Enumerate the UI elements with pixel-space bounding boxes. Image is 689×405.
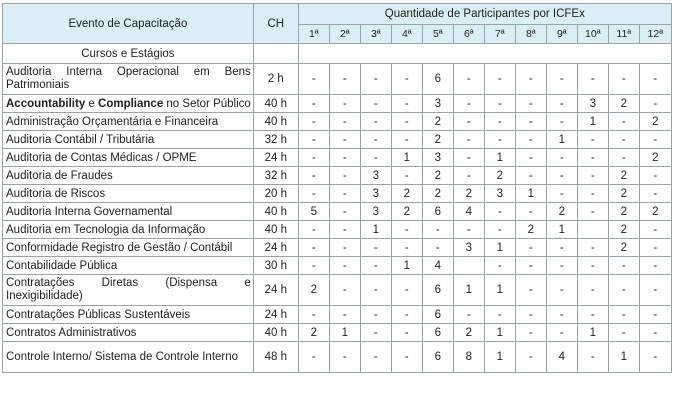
quantidade-cell: - <box>391 324 422 342</box>
icfex-col: 7ª <box>484 25 515 44</box>
icfex-col: 1ª <box>298 25 329 44</box>
quantidade-cell: 1 <box>546 131 577 149</box>
quantidade-cell: - <box>577 275 608 306</box>
table-row <box>3 64 672 95</box>
quantidade-cell: 2 <box>608 167 639 185</box>
quantidade-cell: 2 <box>391 203 422 221</box>
quantidade-cell: - <box>608 257 639 275</box>
quantidade-cell: 4 <box>422 257 453 275</box>
evento-cell: Auditoria Contábil / Tributária <box>3 131 254 149</box>
quantidade-cell: 6 <box>422 342 453 373</box>
quantidade-cell: - <box>546 149 577 167</box>
table-row <box>3 149 672 167</box>
quantidade-cell: 1 <box>608 342 639 373</box>
quantidade-cell: 3 <box>422 95 453 113</box>
table-row <box>3 221 672 239</box>
quantidade-cell: - <box>515 275 546 306</box>
quantidade-cell: - <box>546 275 577 306</box>
quantidade-cell: - <box>639 131 671 149</box>
quantidade-cell: - <box>329 342 360 373</box>
quantidade-cell: - <box>391 131 422 149</box>
quantidade-cell: 6 <box>422 306 453 324</box>
quantidade-cell: - <box>484 221 515 239</box>
evento-cell: Contratações Diretas (Dispensa e Inexigibilidade) <box>3 275 254 306</box>
icfex-col: 3ª <box>360 25 391 44</box>
quantidade-cell: - <box>391 306 422 324</box>
quantidade-cell: - <box>391 167 422 185</box>
quantidade-cell: - <box>515 203 546 221</box>
quantidade-cell: - <box>422 221 453 239</box>
quantidade-cell: 2 <box>608 185 639 203</box>
quantidade-cell: - <box>515 167 546 185</box>
quantidade-cell: - <box>484 131 515 149</box>
icfex-col: 4ª <box>391 25 422 44</box>
quantidade-cell: 3 <box>360 167 391 185</box>
quantidade-cell: - <box>577 167 608 185</box>
ch-cell: 40 h <box>253 203 298 221</box>
quantidade-cell: - <box>298 131 329 149</box>
quantidade-cell: - <box>546 64 577 95</box>
quantidade-cell: - <box>329 185 360 203</box>
evento-part: e <box>85 97 99 110</box>
header-quantidade: Quantidade de Participantes por ICFEx <box>298 4 671 25</box>
quantidade-cell: - <box>298 64 329 95</box>
quantidade-cell: - <box>360 95 391 113</box>
header-ch: CH <box>253 4 298 44</box>
icfex-col: 11ª <box>608 25 639 44</box>
quantidade-cell: 2 <box>608 221 639 239</box>
quantidade-cell: - <box>639 275 671 306</box>
quantidade-cell: - <box>329 64 360 95</box>
quantidade-cell: 1 <box>391 149 422 167</box>
evento-part: Accountability <box>6 97 86 110</box>
quantidade-cell: - <box>298 185 329 203</box>
quantidade-cell: - <box>577 306 608 324</box>
quantidade-cell: - <box>360 64 391 95</box>
quantidade-cell: - <box>577 239 608 257</box>
table-row <box>3 95 672 113</box>
quantidade-cell: - <box>515 149 546 167</box>
quantidade-cell: - <box>546 306 577 324</box>
quantidade-cell: - <box>329 275 360 306</box>
table-row <box>3 113 672 131</box>
quantidade-cell: 8 <box>453 342 484 373</box>
quantidade-cell: - <box>577 257 608 275</box>
quantidade-cell: 2 <box>608 239 639 257</box>
quantidade-cell: - <box>329 113 360 131</box>
quantidade-cell: - <box>453 131 484 149</box>
quantidade-cell: - <box>577 131 608 149</box>
ch-cell: 40 h <box>253 221 298 239</box>
quantidade-cell: - <box>391 342 422 373</box>
quantidade-cell: - <box>391 95 422 113</box>
quantidade-cell: 2 <box>515 221 546 239</box>
quantidade-cell: 6 <box>422 203 453 221</box>
quantidade-cell: - <box>639 221 671 239</box>
quantidade-cell: - <box>608 64 639 95</box>
table-row <box>3 131 672 149</box>
ch-cell: 2 h <box>253 64 298 95</box>
evento-cell: Auditoria de Contas Médicas / OPME <box>3 149 254 167</box>
quantidade-cell: - <box>515 257 546 275</box>
quantidade-cell: - <box>360 275 391 306</box>
icfex-col: 5ª <box>422 25 453 44</box>
quantidade-cell: - <box>453 221 484 239</box>
ch-cell: 24 h <box>253 239 298 257</box>
quantidade-cell: 2 <box>453 324 484 342</box>
ch-cell: 24 h <box>253 306 298 324</box>
quantidade-cell: 6 <box>422 64 453 95</box>
quantidade-cell: - <box>639 257 671 275</box>
quantidade-cell: - <box>391 275 422 306</box>
quantidade-cell: - <box>453 167 484 185</box>
quantidade-cell: - <box>453 95 484 113</box>
quantidade-cell: 1 <box>484 275 515 306</box>
evento-cell: Auditoria Interna Operacional em Bens Patrimoniais <box>3 64 254 95</box>
section-label: Cursos e Estágios <box>3 44 254 64</box>
quantidade-cell: - <box>608 324 639 342</box>
evento-cell: Contratos Administrativos <box>3 324 254 342</box>
quantidade-cell: - <box>360 131 391 149</box>
quantidade-cell: 3 <box>360 203 391 221</box>
icfex-col: 6ª <box>453 25 484 44</box>
quantidade-cell: - <box>329 257 360 275</box>
quantidade-cell: - <box>515 64 546 95</box>
quantidade-cell: - <box>639 95 671 113</box>
table-row <box>3 239 672 257</box>
quantidade-cell <box>577 221 608 239</box>
quantidade-cell: - <box>484 113 515 131</box>
quantidade-cell: - <box>298 167 329 185</box>
quantidade-cell: - <box>515 342 546 373</box>
quantidade-cell: 2 <box>453 185 484 203</box>
quantidade-cell: - <box>546 239 577 257</box>
quantidade-cell: - <box>298 221 329 239</box>
table-row <box>3 275 672 306</box>
quantidade-cell: - <box>639 185 671 203</box>
quantidade-cell: - <box>577 185 608 203</box>
ch-cell: 32 h <box>253 131 298 149</box>
icfex-col: 2ª <box>329 25 360 44</box>
header-evento: Evento de Capacitação <box>3 4 254 44</box>
quantidade-cell: - <box>546 167 577 185</box>
quantidade-cell: 2 <box>639 113 671 131</box>
quantidade-cell: - <box>515 113 546 131</box>
quantidade-cell: - <box>608 275 639 306</box>
quantidade-cell: 3 <box>360 185 391 203</box>
quantidade-cell: 4 <box>546 342 577 373</box>
quantidade-cell: - <box>360 239 391 257</box>
quantidade-cell: - <box>639 324 671 342</box>
quantidade-cell: - <box>639 342 671 373</box>
quantidade-cell: - <box>515 324 546 342</box>
quantidade-cell: - <box>484 257 515 275</box>
quantidade-cell: 2 <box>608 95 639 113</box>
quantidade-cell: - <box>329 131 360 149</box>
quantidade-cell: - <box>453 64 484 95</box>
quantidade-cell: - <box>453 306 484 324</box>
icfex-col: 9ª <box>546 25 577 44</box>
ch-cell: 40 h <box>253 95 298 113</box>
evento-cell: Contratações Públicas Sustentáveis <box>3 306 254 324</box>
evento-cell: Administração Orçamentária e Financeira <box>3 113 254 131</box>
quantidade-cell: 1 <box>484 342 515 373</box>
quantidade-cell: 1 <box>391 257 422 275</box>
quantidade-cell: - <box>329 95 360 113</box>
quantidade-cell: 2 <box>422 131 453 149</box>
quantidade-cell: - <box>639 167 671 185</box>
section-empty-cell <box>298 44 671 64</box>
quantidade-cell: 1 <box>484 239 515 257</box>
quantidade-cell: - <box>484 306 515 324</box>
quantidade-cell: 6 <box>422 275 453 306</box>
quantidade-cell: 1 <box>360 221 391 239</box>
quantidade-cell: 1 <box>484 324 515 342</box>
quantidade-cell: 3 <box>453 239 484 257</box>
quantidade-cell: - <box>453 113 484 131</box>
quantidade-cell: - <box>360 257 391 275</box>
quantidade-cell: - <box>515 131 546 149</box>
table-row <box>3 167 672 185</box>
evento-cell: Contabilidade Pública <box>3 257 254 275</box>
quantidade-cell: 2 <box>422 167 453 185</box>
section-empty-cell <box>253 44 298 64</box>
quantidade-cell: - <box>298 306 329 324</box>
evento-cell: Auditoria de Fraudes <box>3 167 254 185</box>
quantidade-cell: - <box>298 342 329 373</box>
quantidade-cell: 2 <box>298 324 329 342</box>
evento-cell <box>3 95 254 113</box>
quantidade-cell: 5 <box>298 203 329 221</box>
quantidade-cell: - <box>577 64 608 95</box>
quantidade-cell <box>453 257 484 275</box>
evento-cell: Auditoria em Tecnologia da Informação <box>3 221 254 239</box>
quantidade-cell: - <box>608 131 639 149</box>
table-row <box>3 185 672 203</box>
icfex-col: 12ª <box>639 25 671 44</box>
quantidade-cell: 3 <box>422 149 453 167</box>
evento-part: Compliance <box>98 97 164 110</box>
ch-cell: 32 h <box>253 167 298 185</box>
quantidade-cell: 4 <box>453 203 484 221</box>
quantidade-cell: - <box>298 149 329 167</box>
quantidade-cell: 3 <box>577 95 608 113</box>
quantidade-cell: - <box>329 306 360 324</box>
quantidade-cell: - <box>484 203 515 221</box>
evento-cell: Auditoria Interna Governamental <box>3 203 254 221</box>
ch-cell: 40 h <box>253 113 298 131</box>
ch-cell: 24 h <box>253 275 298 306</box>
quantidade-cell: 2 <box>298 275 329 306</box>
quantidade-cell: - <box>329 239 360 257</box>
quantidade-cell: - <box>360 342 391 373</box>
quantidade-cell: 2 <box>546 203 577 221</box>
quantidade-cell: - <box>422 239 453 257</box>
quantidade-cell: 2 <box>639 203 671 221</box>
capacitacao-table <box>2 3 672 373</box>
quantidade-cell: - <box>391 113 422 131</box>
evento-cell: Auditoria de Riscos <box>3 185 254 203</box>
quantidade-cell: 1 <box>577 113 608 131</box>
quantidade-cell: - <box>639 306 671 324</box>
quantidade-cell: - <box>391 64 422 95</box>
evento-part: no Setor Público <box>163 97 251 110</box>
quantidade-cell: - <box>360 324 391 342</box>
quantidade-cell: - <box>329 149 360 167</box>
quantidade-cell: - <box>546 113 577 131</box>
quantidade-cell: - <box>329 203 360 221</box>
quantidade-cell: - <box>298 257 329 275</box>
quantidade-cell: 6 <box>422 324 453 342</box>
quantidade-cell: - <box>360 113 391 131</box>
quantidade-cell: - <box>577 149 608 167</box>
ch-cell: 48 h <box>253 342 298 373</box>
quantidade-cell: 2 <box>422 113 453 131</box>
quantidade-cell: - <box>515 239 546 257</box>
quantidade-cell: - <box>298 113 329 131</box>
ch-cell: 30 h <box>253 257 298 275</box>
quantidade-cell: - <box>577 342 608 373</box>
quantidade-cell: - <box>391 221 422 239</box>
quantidade-cell: 2 <box>639 149 671 167</box>
quantidade-cell: 2 <box>391 185 422 203</box>
quantidade-cell: - <box>484 95 515 113</box>
ch-cell: 24 h <box>253 149 298 167</box>
quantidade-cell: - <box>608 149 639 167</box>
quantidade-cell: 2 <box>422 185 453 203</box>
quantidade-cell: - <box>360 306 391 324</box>
quantidade-cell: - <box>360 149 391 167</box>
evento-cell: Conformidade Registro de Gestão / Contábil <box>3 239 254 257</box>
table-row <box>3 306 672 324</box>
evento-cell: Controle Interno/ Sistema de Controle Interno <box>3 342 254 373</box>
ch-cell: 40 h <box>253 324 298 342</box>
table-row <box>3 203 672 221</box>
quantidade-cell: - <box>329 167 360 185</box>
quantidade-cell: - <box>608 113 639 131</box>
table-row <box>3 324 672 342</box>
quantidade-cell: - <box>639 239 671 257</box>
quantidade-cell: - <box>484 64 515 95</box>
quantidade-cell: - <box>546 324 577 342</box>
quantidade-cell: 1 <box>329 324 360 342</box>
table-row <box>3 342 672 373</box>
quantidade-cell: - <box>515 306 546 324</box>
quantidade-cell: - <box>391 239 422 257</box>
quantidade-cell: - <box>329 221 360 239</box>
quantidade-cell: - <box>577 203 608 221</box>
quantidade-cell: - <box>546 95 577 113</box>
quantidade-cell: 1 <box>546 221 577 239</box>
table-row <box>3 257 672 275</box>
quantidade-cell: - <box>515 95 546 113</box>
quantidade-cell: - <box>546 257 577 275</box>
quantidade-cell: - <box>639 64 671 95</box>
quantidade-cell: - <box>298 239 329 257</box>
quantidade-cell: - <box>453 149 484 167</box>
quantidade-cell: 1 <box>515 185 546 203</box>
quantidade-cell: - <box>298 95 329 113</box>
ch-cell: 20 h <box>253 185 298 203</box>
quantidade-cell: 3 <box>484 185 515 203</box>
quantidade-cell: 1 <box>453 275 484 306</box>
quantidade-cell: 1 <box>484 149 515 167</box>
table-container <box>2 3 672 373</box>
quantidade-cell: 1 <box>577 324 608 342</box>
quantidade-cell: - <box>608 306 639 324</box>
icfex-col: 10ª <box>577 25 608 44</box>
quantidade-cell: 2 <box>484 167 515 185</box>
quantidade-cell: - <box>546 185 577 203</box>
icfex-col: 8ª <box>515 25 546 44</box>
quantidade-cell: 2 <box>608 203 639 221</box>
